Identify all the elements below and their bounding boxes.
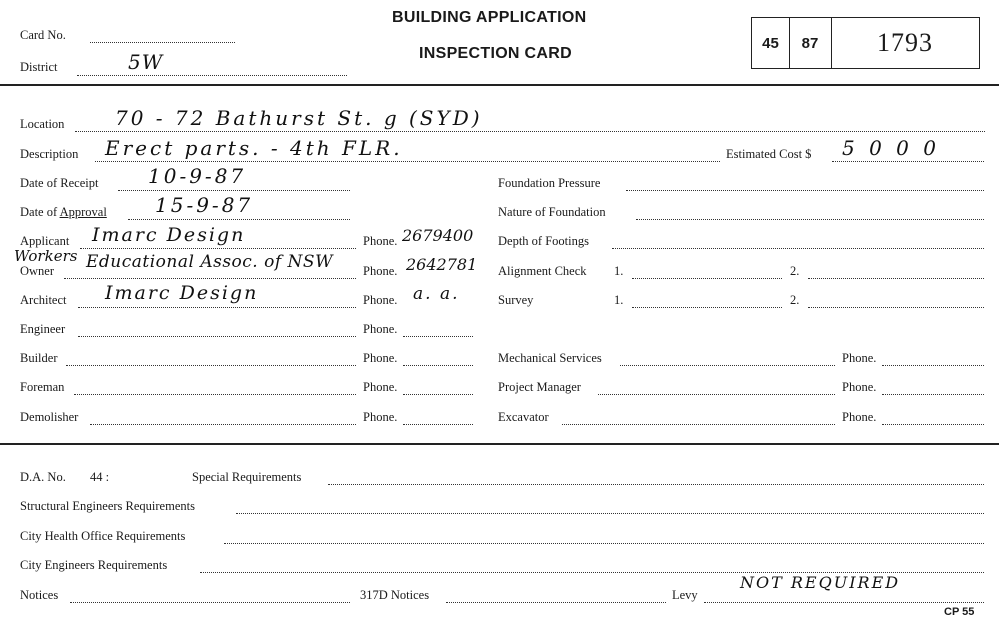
date-approval-field[interactable] [128, 219, 350, 220]
owner-value: Educational Assoc. of NSW [86, 252, 334, 272]
card-number-main: 1793 [877, 28, 933, 57]
notices-label: Notices [20, 588, 59, 602]
excavator-label: Excavator [498, 410, 549, 424]
date-receipt-field[interactable] [118, 190, 350, 191]
estimated-cost-field[interactable] [832, 161, 984, 162]
alignment-num-2: 2. [790, 264, 800, 278]
foreman-label: Foreman [20, 380, 65, 394]
date-approval-value: 15-9-87 [155, 193, 254, 217]
architect-value: Imarc Design [105, 282, 259, 304]
architect-phone-value: a. a. [413, 284, 460, 304]
location-field[interactable] [75, 131, 985, 132]
excavator-field[interactable] [562, 424, 835, 425]
header-divider [0, 84, 999, 86]
builder-label: Builder [20, 351, 58, 365]
form-code: CP 55 [944, 606, 975, 618]
engineer-field[interactable] [78, 336, 356, 337]
owner-field[interactable] [64, 278, 356, 279]
alignment-num-1: 1. [614, 264, 624, 278]
notices-317d-field[interactable] [446, 602, 666, 603]
card-number-box [751, 17, 980, 69]
date-receipt-label: Date of Receipt [20, 176, 99, 190]
alignment-check-label: Alignment Check [498, 264, 587, 278]
levy-value: NOT REQUIRED [740, 573, 901, 592]
demolisher-phone-field[interactable] [403, 424, 473, 425]
excavator-phone-field[interactable] [882, 424, 984, 425]
project-manager-phone-label: Phone. [842, 380, 877, 394]
description-value: Erect parts. - 4th FLR. [105, 136, 403, 160]
card-number-part1: 45 [752, 18, 790, 68]
foreman-phone-field[interactable] [403, 394, 473, 395]
applicant-phone-value: 2679400 [402, 226, 474, 245]
foreman-field[interactable] [74, 394, 356, 395]
depth-footings-label: Depth of Footings [498, 234, 589, 248]
district-label: District [20, 60, 58, 74]
special-requirements-field[interactable] [328, 484, 984, 485]
survey-label: Survey [498, 293, 534, 307]
nature-foundation-field[interactable] [636, 219, 984, 220]
alignment-check-field-1[interactable] [632, 278, 782, 279]
notices-317d-label: 317D Notices [360, 588, 430, 602]
architect-field[interactable] [78, 307, 356, 308]
applicant-label: Applicant [20, 234, 70, 248]
demolisher-label: Demolisher [20, 410, 79, 424]
mechanical-phone-label: Phone. [842, 351, 877, 365]
mechanical-phone-field[interactable] [882, 365, 984, 366]
alignment-check-field-2[interactable] [808, 278, 984, 279]
owner-phone-value: 2642781 [406, 255, 478, 274]
card-no-label: Card No. [20, 28, 66, 42]
architect-label: Architect [20, 293, 67, 307]
city-health-label: City Health Office Requirements [20, 529, 186, 543]
description-label: Description [20, 147, 79, 161]
demolisher-phone-label: Phone. [363, 410, 398, 424]
mechanical-field[interactable] [620, 365, 835, 366]
foundation-pressure-field[interactable] [626, 190, 984, 191]
location-value: 70 - 72 Bathurst St. g (SYD) [115, 106, 483, 130]
survey-num-1: 1. [614, 293, 624, 307]
city-health-field[interactable] [224, 543, 984, 544]
builder-field[interactable] [66, 365, 356, 366]
foreman-phone-label: Phone. [363, 380, 398, 394]
date-approval-label: Date of Approval [20, 205, 107, 219]
project-manager-label: Project Manager [498, 380, 581, 394]
nature-foundation-label: Nature of Foundation [498, 205, 606, 219]
engineer-label: Engineer [20, 322, 66, 336]
structural-label: Structural Engineers Requirements [20, 499, 195, 513]
district-value: 5W [128, 50, 164, 74]
owner-note: Workers [14, 247, 78, 265]
applicant-phone-label: Phone. [363, 234, 398, 248]
district-field[interactable] [77, 75, 347, 76]
card-number-part2: 87 [789, 18, 832, 68]
levy-label: Levy [672, 588, 698, 602]
description-field[interactable] [95, 161, 720, 162]
excavator-phone-label: Phone. [842, 410, 877, 424]
builder-phone-label: Phone. [363, 351, 398, 365]
architect-phone-label: Phone. [363, 293, 398, 307]
applicant-value: Imarc Design [92, 224, 246, 246]
project-manager-field[interactable] [598, 394, 835, 395]
mechanical-label: Mechanical Services [498, 351, 602, 365]
card-no-field[interactable] [90, 42, 235, 43]
survey-num-2: 2. [790, 293, 800, 307]
estimated-cost-value: 5 0 0 0 [842, 136, 940, 160]
estimated-cost-label: Estimated Cost $ [726, 147, 812, 161]
date-receipt-value: 10-9-87 [148, 164, 247, 188]
survey-field-2[interactable] [808, 307, 984, 308]
applicant-field[interactable] [80, 248, 356, 249]
form-title-line2: INSPECTION CARD [419, 45, 572, 62]
structural-field[interactable] [236, 513, 984, 514]
demolisher-field[interactable] [90, 424, 356, 425]
owner-label: Owner [20, 264, 55, 278]
levy-field[interactable] [704, 602, 984, 603]
special-requirements-label: Special Requirements [192, 470, 302, 484]
survey-field-1[interactable] [632, 307, 782, 308]
city-engineers-label: City Engineers Requirements [20, 558, 168, 572]
depth-footings-field[interactable] [612, 248, 984, 249]
section-divider [0, 443, 999, 445]
form-title-line1: BUILDING APPLICATION [392, 9, 587, 26]
engineer-phone-label: Phone. [363, 322, 398, 336]
foundation-pressure-label: Foundation Pressure [498, 176, 601, 190]
project-manager-phone-field[interactable] [882, 394, 984, 395]
location-label: Location [20, 117, 65, 131]
owner-phone-label: Phone. [363, 264, 398, 278]
engineer-phone-field[interactable] [403, 336, 473, 337]
notices-field[interactable] [70, 602, 350, 603]
da-no-value: 44 : [90, 470, 110, 484]
da-no-label: D.A. No. [20, 470, 66, 484]
builder-phone-field[interactable] [403, 365, 473, 366]
